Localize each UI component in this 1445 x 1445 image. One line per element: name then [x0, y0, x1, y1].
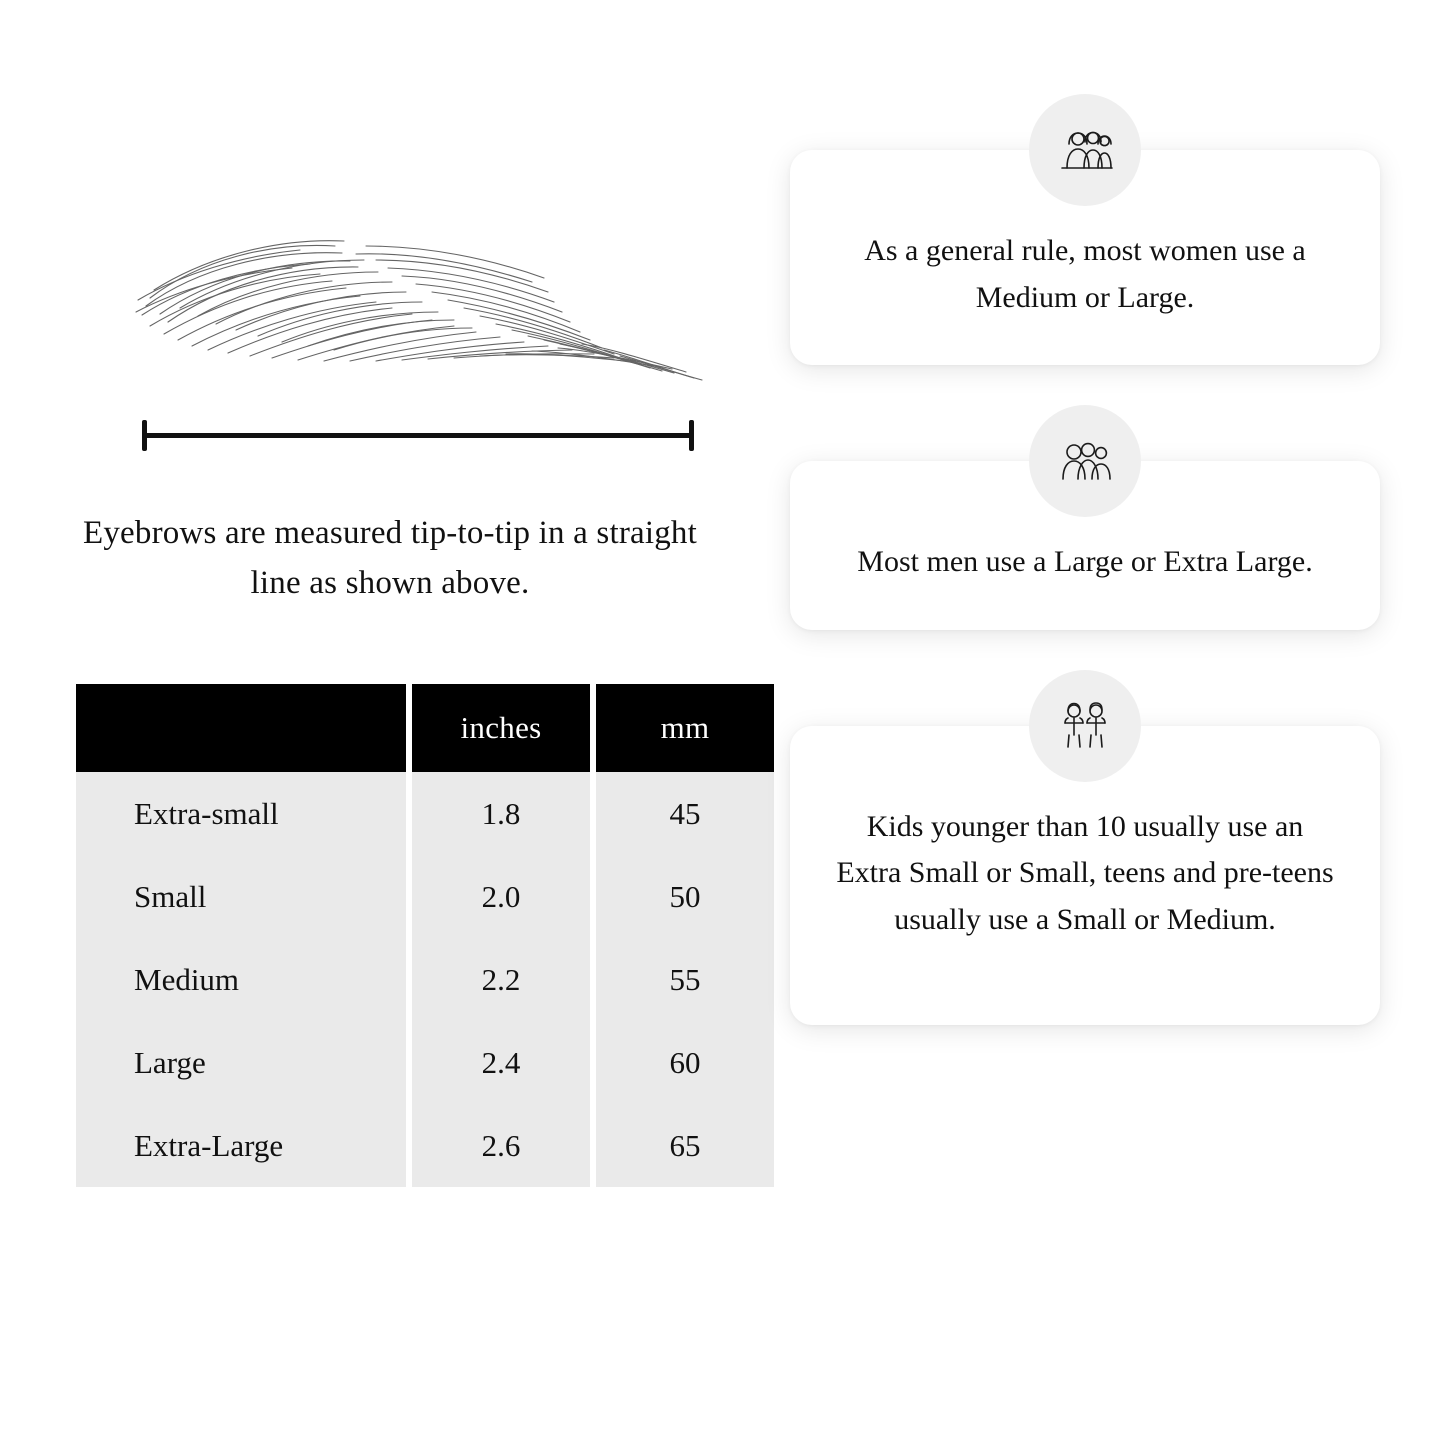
size-mm: 60: [596, 1021, 774, 1104]
size-mm: 45: [596, 772, 774, 855]
size-name: Extra-small: [76, 772, 406, 855]
size-name: Small: [76, 855, 406, 938]
size-name: Extra-Large: [76, 1104, 406, 1187]
size-name: Large: [76, 1021, 406, 1104]
eyebrow-illustration: [120, 220, 720, 390]
column-header-size: [76, 684, 406, 772]
tip-card-kids: [790, 726, 1380, 1026]
column-header-inches: inches: [412, 684, 590, 772]
measure-line: [142, 433, 694, 438]
tip-text: Kids younger than 10 usually use an Extra Small or Small, teens and pre-teens usually use a Small or Medium.: [836, 809, 1334, 936]
size-inches: 2.4: [412, 1021, 590, 1104]
size-inches: 2.0: [412, 855, 590, 938]
size-inches: 1.8: [412, 772, 590, 855]
measurement-bar: [142, 420, 694, 450]
men-group-icon: [1029, 405, 1141, 517]
table-row: [76, 855, 774, 938]
eyebrow-figure: [70, 150, 770, 460]
size-inches: 2.6: [412, 1104, 590, 1187]
size-inches: 2.2: [412, 938, 590, 1021]
size-mm: 65: [596, 1104, 774, 1187]
tip-card-women: [790, 150, 1380, 365]
table-header-row: [76, 684, 774, 772]
tip-card-men: [790, 461, 1380, 630]
table-row: [76, 772, 774, 855]
size-mm: 50: [596, 855, 774, 938]
kids-group-icon: [1029, 670, 1141, 782]
women-group-icon: [1029, 94, 1141, 206]
column-header-mm: mm: [596, 684, 774, 772]
tip-text: Most men use a Large or Extra Large.: [857, 545, 1313, 578]
table-row: [76, 1021, 774, 1104]
table-row: [76, 1104, 774, 1187]
measure-cap-right: [689, 420, 694, 451]
size-table: [70, 684, 780, 1187]
tips-column: [790, 150, 1380, 1121]
left-column: [70, 150, 770, 1187]
tip-text: As a general rule, most women use a Medium or Large.: [864, 234, 1306, 314]
size-name: Medium: [76, 938, 406, 1021]
size-mm: 55: [596, 938, 774, 1021]
measurement-caption: Eyebrows are measured tip-to-tip in a straight line as shown above.: [82, 515, 697, 602]
table-row: [76, 938, 774, 1021]
